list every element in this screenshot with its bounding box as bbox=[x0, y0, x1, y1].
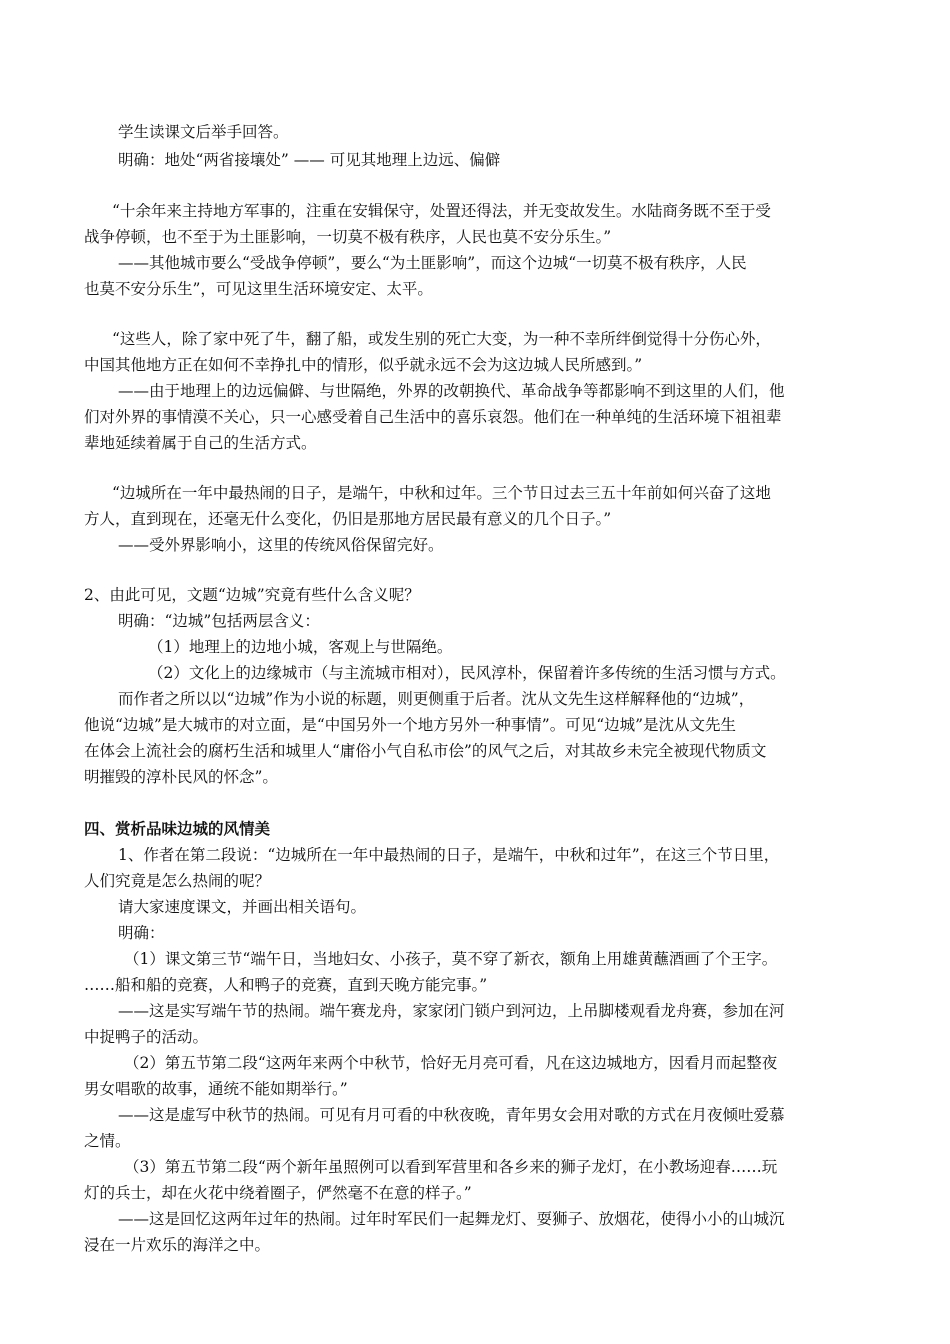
analysis-line: ——其他城市要么“受战争停顿”，要么“为土匪影响”，而这个边城“一切莫不极有秩序，人民 bbox=[118, 254, 747, 272]
section-heading: 四、赏析品味边城的风情美 bbox=[84, 820, 271, 838]
paragraph-line: 而作者之所以以“边城”作为小说的标题，则更侧重于后者。沈从文先生这样解释他的“边城”， bbox=[118, 690, 755, 708]
analysis-line: ——这是回忆这两年过年的热闹。过年时军民们一起舞龙灯、耍狮子、放烟花，使得小小的山城沉 bbox=[118, 1210, 785, 1228]
quote-line: “边城所在一年中最热闹的日子，是端午，中秋和过年。三个节日过去三五十年前如何兴奋了这地 bbox=[112, 484, 771, 502]
quote-line: 战争停顿，也不至于为土匪影响，一切莫不极有秩序，人民也莫不安分乐生。” bbox=[84, 228, 612, 246]
answer-line: 明确：“边城”包括两层含义： bbox=[118, 612, 320, 630]
answer-item: 灯的兵士，却在火花中绕着圈子，俨然毫不在意的样子。” bbox=[84, 1184, 472, 1202]
analysis-line: 中捉鸭子的活动。 bbox=[84, 1028, 209, 1046]
instruction-line: 请大家速度课文，并画出相关语句。 bbox=[118, 898, 367, 916]
quote-line: 中国其他地方正在如何不幸挣扎中的情形，似乎就永远不会为这边城人民所感到。” bbox=[84, 356, 643, 374]
analysis-line: ——受外界影响小，这里的传统风俗保留完好。 bbox=[118, 536, 444, 554]
answer-item: （2）文化上的边缘城市（与主流城市相对），民风淳朴，保留着许多传统的生活习惯与方式。 bbox=[148, 664, 786, 682]
answer-item: （1）课文第三节“端午日，当地妇女、小孩子，莫不穿了新衣，额角上用雄黄蘸酒画了个王字。 bbox=[124, 950, 778, 968]
quote-line: “十余年来主持地方军事的，注重在安辑保守，处置还得法，并无变故发生。水陆商务既不至于受 bbox=[112, 202, 771, 220]
question-line: 1、作者在第二段说：“边城所在一年中最热闹的日子，是端午，中秋和过年”，在这三个节日里， bbox=[118, 846, 780, 864]
analysis-line: 也莫不安分乐生”，可见这里生活环境安定、太平。 bbox=[84, 280, 433, 298]
answer-item: 男女唱歌的故事，通统不能如期举行。” bbox=[84, 1080, 348, 1098]
paragraph-line: 他说“边城”是大城市的对立面，是“中国另外一个地方另外一种事情”。可见“边城”是沈从文先生 bbox=[84, 716, 737, 734]
question-line: 人们究竟是怎么热闹的呢？ bbox=[84, 872, 271, 890]
answer-item: （3）第五节第二段“两个新年虽照例可以看到军营里和各乡来的狮子龙灯，在小教场迎春……玩 bbox=[124, 1158, 778, 1176]
paragraph-line: 明摧毁的淳朴民风的怀念”。 bbox=[84, 768, 278, 786]
analysis-line: ——由于地理上的边远偏僻、与世隔绝，外界的改朝换代、革命战争等都影响不到这里的人们，他 bbox=[118, 382, 785, 400]
quote-line: 方人，直到现在，还毫无什么变化，仍旧是那地方居民最有意义的几个日子。” bbox=[84, 510, 612, 528]
analysis-line: ——这是实写端午节的热闹。端午赛龙舟，家家闭门锁户到河边，上吊脚楼观看龙舟赛，参加在河 bbox=[118, 1002, 785, 1020]
paragraph-line: 明确：地处“两省接壤处” —— 可见其地理上边远、偏僻 bbox=[118, 151, 501, 169]
analysis-line: 浸在一片欢乐的海洋之中。 bbox=[84, 1236, 271, 1254]
paragraph-line: 在体会上流社会的腐朽生活和城里人“庸俗小气自私市侩”的风气之后，对其故乡未完全被现代物质文 bbox=[84, 742, 767, 760]
analysis-line: 之情。 bbox=[84, 1132, 131, 1150]
answer-item: ……船和船的竞赛，人和鸭子的竞赛，直到天晚方能完事。” bbox=[84, 976, 488, 994]
paragraph-line: 学生读课文后举手回答。 bbox=[118, 123, 289, 141]
analysis-line: ——这是虚写中秋节的热闹。可见有月可看的中秋夜晚，青年男女会用对歌的方式在月夜倾吐爱慕 bbox=[118, 1106, 785, 1124]
analysis-line: 们对外界的事情漠不关心，只一心感受着自己生活中的喜乐哀怨。他们在一种单纯的生活环境下祖祖辈 bbox=[84, 408, 782, 426]
question-line: 2、由此可见，文题“边城”究竟有些什么含义呢？ bbox=[84, 586, 420, 604]
answer-line: 明确： bbox=[118, 924, 165, 942]
quote-line: “这些人，除了家中死了牛，翻了船，或发生别的死亡大变，为一种不幸所绊倒觉得十分伤心外， bbox=[112, 330, 771, 348]
analysis-line: 辈地延续着属于自己的生活方式。 bbox=[84, 434, 317, 452]
answer-item: （2）第五节第二段“这两年来两个中秋节，恰好无月亮可看，凡在这边城地方，因看月而起整夜 bbox=[124, 1054, 778, 1072]
answer-item: （1）地理上的边地小城，客观上与世隔绝。 bbox=[148, 638, 453, 656]
